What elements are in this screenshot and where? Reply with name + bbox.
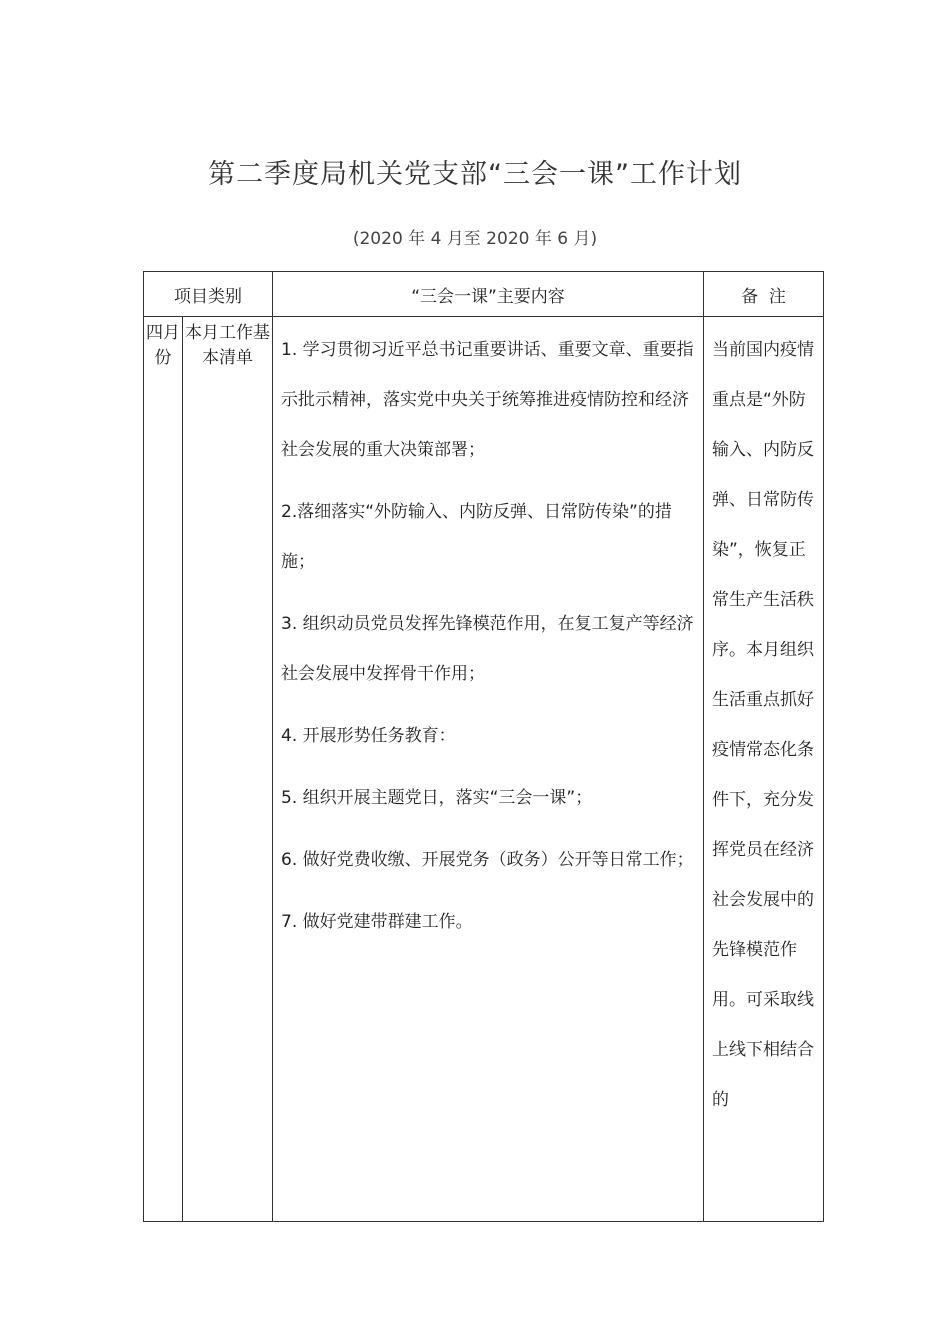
note-cell: 当前国内疫情重点是“外防输入、内防反弹、日常防传染”，恢复正常生产生活秩序。本月组织生活重点抓好疫情常态化条件下，充分发挥党员在经济社会发展中的先锋模范作用。可采取线上线下相结合的 [704,317,824,1222]
header-content: “三会一课”主要内容 [273,272,704,317]
work-plan-table [143,271,824,1222]
date-range-subtitle: (2020 年 4 月至 2020 年 6 月) [352,229,598,249]
page-title: 第二季度局机关党支部“三会一课”工作计划 [208,159,742,190]
table-header-row [144,272,824,317]
header-note: 备 注 [704,272,824,317]
month-cell: 四月份 [144,317,183,1222]
list-item: 3. 组织动员党员发挥先锋模范作用，在复工复产等经济社会发展中发挥骨干作用； [281,614,694,684]
content-cell [273,317,704,1222]
header-category: 项目类别 [144,272,273,317]
list-item: 6. 做好党费收缴、开展党务（政务）公开等日常工作； [281,850,694,870]
list-item: 7. 做好党建带群建工作。 [281,912,473,932]
table-row [144,317,824,1222]
list-item: 1. 学习贯彻习近平总书记重要讲话、重要文章、重要指示批示精神，落实党中央关于统筹推进疫情防控和经济社会发展的重大决策部署； [281,340,694,460]
list-item: 5. 组织开展主题党日，落实“三会一课”； [281,788,593,808]
list-item: 4. 开展形势任务教育： [281,726,456,746]
category-cell: 本月工作基本清单 [183,317,273,1222]
list-item: 2.落细落实“外防输入、内防反弹、日常防传染”的措施； [281,502,672,572]
